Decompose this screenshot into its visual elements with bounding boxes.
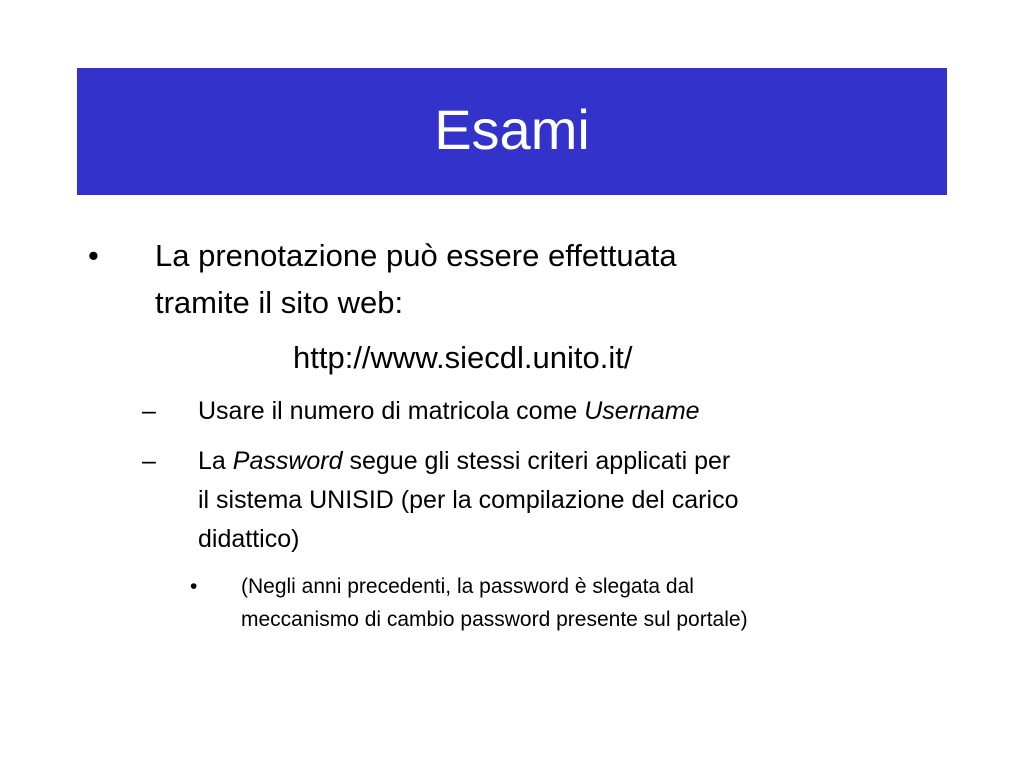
sub-bullet-text [198,395,700,427]
website-url: http://www.siecdl.unito.it/ [293,340,633,375]
sub-bullet-text-line: il sistema UNISID (per la compilazione del carico [198,486,739,514]
sub-sub-bullet-text-line: (Negli anni precedenti, la password è slegata dal [241,575,694,598]
sub-bullet-text-plain: La [198,447,233,475]
sub-bullet-text-italic: Password [232,447,343,475]
bullet-text-line: La prenotazione può essere effettuata [155,238,677,273]
sub-bullet-text-plain: Usare il numero di matricola come [198,397,585,425]
slide-title: Esami [434,97,590,161]
sub-bullet-marker: – [142,397,156,425]
sub-bullet-marker: – [142,447,156,475]
sub-bullet-text-line: didattico) [198,525,300,553]
sub-bullet-text-italic: Username [584,397,700,425]
bullet-text-line: tramite il sito web: [155,285,404,320]
sub-sub-bullet-marker: • [190,575,198,598]
bullet-marker: • [88,238,99,273]
sub-bullet-text-plain: segue gli stessi criteri applicati per [342,447,731,475]
sub-sub-bullet-text-line: meccanismo di cambio password presente sul portale) [241,608,748,631]
sub-bullet-text [198,445,730,477]
